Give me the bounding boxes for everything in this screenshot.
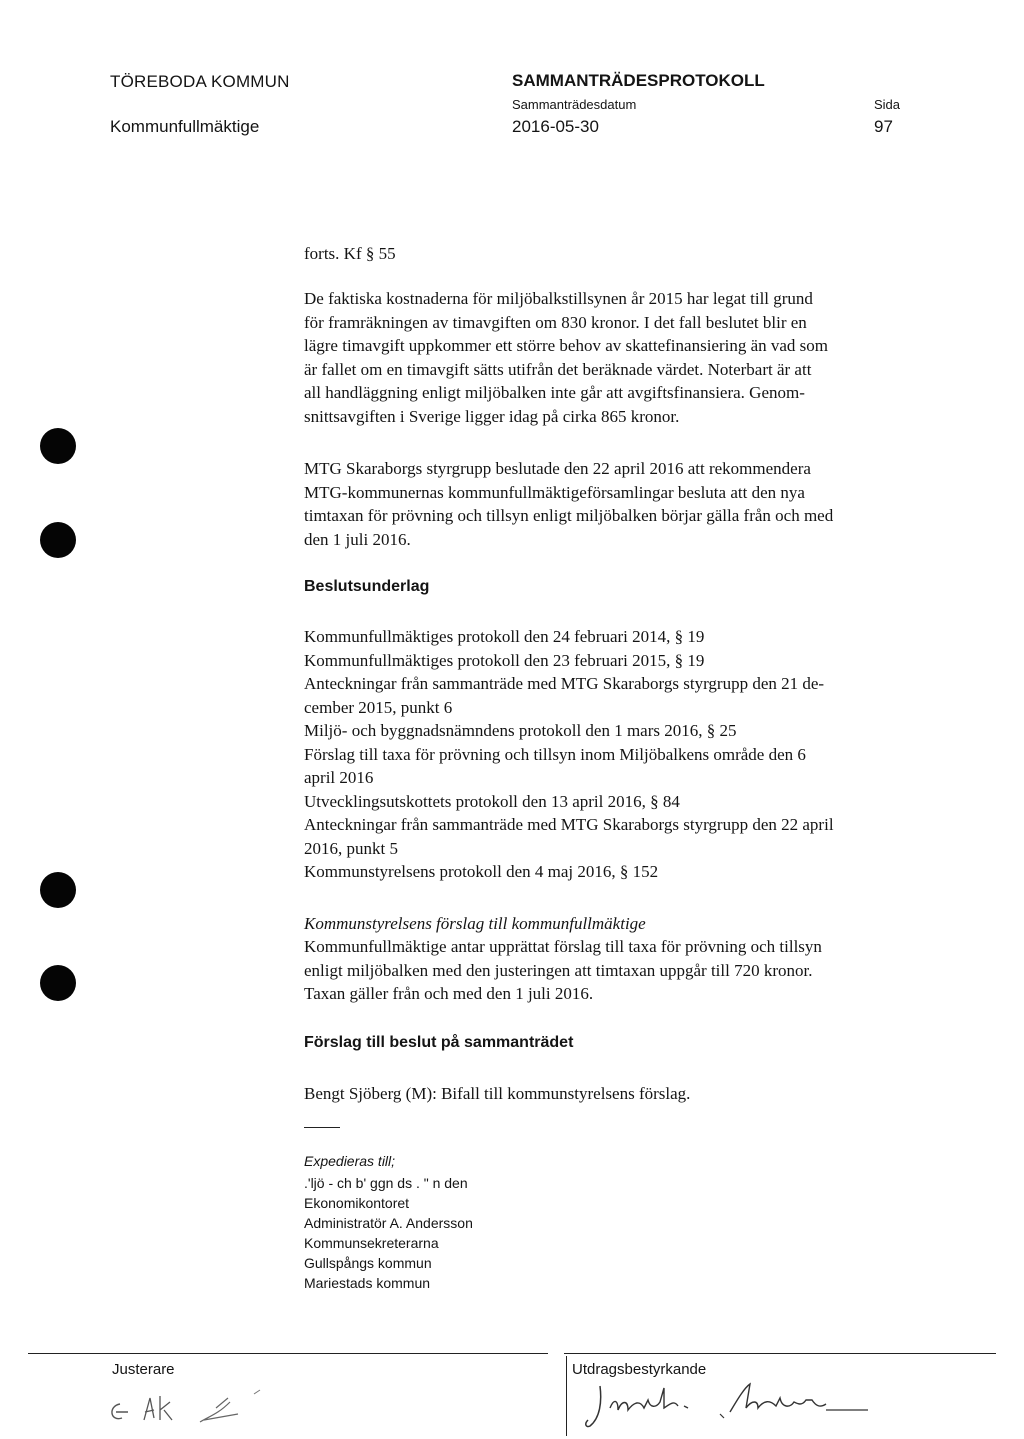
list-beslutsunderlag bbox=[304, 625, 964, 884]
list-item: Miljö- och byggnadsnämndens protokoll den 1 mars 2016, § 25 bbox=[304, 721, 737, 740]
text-line: den 1 juli 2016. bbox=[304, 529, 411, 549]
punch-hole bbox=[40, 522, 76, 558]
text-line: enligt miljöbalken med den justeringen att timtaxan uppgår till 720 kronor. bbox=[304, 960, 813, 980]
document-title: SAMMANTRÄDESPROTOKOLL bbox=[512, 71, 765, 90]
list-item: Kommunstyrelsens protokoll den 4 maj 2016, § 152 bbox=[304, 862, 659, 881]
list-item: Förslag till taxa för prövning och tillsyn inom Miljöbalkens område den 6 bbox=[304, 744, 806, 764]
meeting-proposal: Bengt Sjöberg (M): Bifall till kommunstyrelsens förslag. bbox=[304, 1084, 691, 1103]
municipality-name: TÖREBODA KOMMUN bbox=[110, 72, 290, 91]
list-item: april 2016 bbox=[304, 768, 374, 787]
punch-hole bbox=[40, 965, 76, 1001]
punch-hole bbox=[40, 872, 76, 908]
list-item: .'ljö - ch b' ggn ds . " n den bbox=[304, 1175, 468, 1191]
list-item: Ekonomikontoret bbox=[304, 1195, 410, 1211]
list-item: Gullspångs kommun bbox=[304, 1255, 432, 1271]
list-item: Anteckningar från sammanträde med MTG Skaraborgs styrgrupp den 21 de- bbox=[304, 674, 825, 693]
text-line: Taxan gäller från och med den 1 juli 2016. bbox=[304, 984, 594, 1003]
ks-proposal-title: Kommunstyrelsens förslag till kommunfullmäktige bbox=[304, 914, 646, 933]
list-item: Administratör A. Andersson bbox=[304, 1215, 473, 1231]
list-item: 2016, punkt 5 bbox=[304, 838, 398, 858]
committee-name: Kommunfullmäktige bbox=[110, 117, 260, 136]
text-line: MTG-kommunernas kommunfullmäktigeförsamlingar besluta att den nya bbox=[304, 482, 805, 502]
list-item: Kommunfullmäktiges protokoll den 24 februari 2014, § 19 bbox=[304, 627, 705, 646]
page-number: 97 bbox=[874, 117, 893, 136]
heading-beslutsunderlag: Beslutsunderlag bbox=[304, 578, 430, 595]
text-line: De faktiska kostnaderna för miljöbalkstillsynen år 2015 har legat till grund bbox=[304, 289, 813, 308]
section-reference: forts. Kf § 55 bbox=[304, 244, 396, 263]
paragraph-steering-group bbox=[304, 457, 964, 551]
footer-rule-right bbox=[564, 1353, 996, 1354]
footer-separator bbox=[566, 1356, 567, 1436]
justerare-label: Justerare bbox=[112, 1361, 175, 1378]
text-line: MTG Skaraborgs styrgrupp beslutade den 22 april 2016 att rekommendera bbox=[304, 459, 811, 478]
signature-utdrag bbox=[580, 1378, 910, 1436]
text-line: timtaxan för prövning och tillsyn enligt miljöbalken börjar gälla från och med bbox=[304, 506, 834, 525]
list-item: Anteckningar från sammanträde med MTG Skaraborgs styrgrupp den 22 april bbox=[304, 815, 834, 834]
text-line: är fallet om en timavgift sätts utifrån det beräknade värdet. Noterbart är att bbox=[304, 359, 812, 379]
punch-hole bbox=[40, 428, 76, 464]
signature-justerare bbox=[104, 1388, 294, 1433]
list-item: Kommunsekreterarna bbox=[304, 1235, 439, 1251]
list-item: Mariestads kommun bbox=[304, 1275, 431, 1291]
text-line: lägre timavgift uppkommer ett större behov av skattefinansiering än vad som bbox=[304, 336, 829, 355]
distribution-title: Expedieras till; bbox=[304, 1153, 396, 1169]
text-line: all handläggning enligt miljöbalken inte går att avgiftsfinansiera. Genom- bbox=[304, 383, 805, 402]
text-line: Kommunfullmäktige antar upprättat förslag till taxa för prövning och tillsyn bbox=[304, 937, 822, 956]
list-item: Utvecklingsutskottets protokoll den 13 april 2016, § 84 bbox=[304, 791, 680, 811]
list-item: cember 2015, punkt 6 bbox=[304, 697, 453, 717]
utdrag-label: Utdragsbestyrkande bbox=[572, 1361, 707, 1378]
text-line: för framräkningen av timavgiften om 830 kronor. I det fall beslutet blir en bbox=[304, 312, 807, 332]
page-label: Sida bbox=[874, 97, 901, 112]
list-item: Kommunfullmäktiges protokoll den 23 februari 2015, § 19 bbox=[304, 650, 705, 670]
meeting-date: 2016-05-30 bbox=[512, 117, 599, 136]
divider-dash bbox=[304, 1127, 340, 1128]
paragraph-cost-basis bbox=[304, 287, 964, 428]
distribution-list bbox=[304, 1173, 473, 1293]
footer-rule-left bbox=[28, 1353, 548, 1354]
meeting-date-label: Sammanträdesdatum bbox=[512, 97, 637, 112]
ks-proposal-text bbox=[304, 935, 964, 1006]
heading-forslag-till-beslut: Förslag till beslut på sammanträdet bbox=[304, 1034, 574, 1051]
text-line: snittsavgiften i Sverige ligger idag på cirka 865 kronor. bbox=[304, 406, 680, 426]
